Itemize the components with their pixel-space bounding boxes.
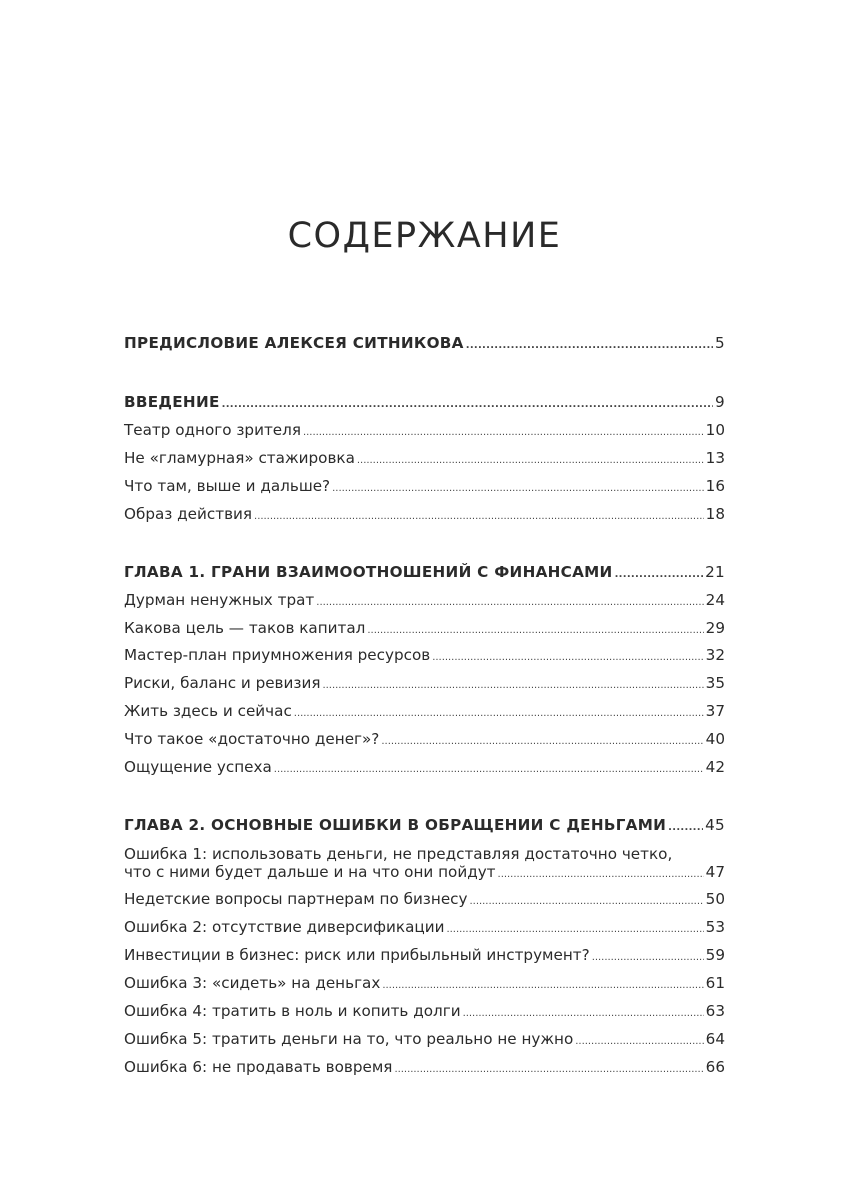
toc-entry-page: 21 xyxy=(705,563,725,581)
toc-entry-page: 64 xyxy=(705,1030,725,1048)
toc-entry-page: 18 xyxy=(705,505,725,523)
dot-leader xyxy=(222,393,713,414)
toc-entry-page: 40 xyxy=(705,730,725,748)
toc-entry-two-line[interactable] xyxy=(124,845,725,884)
toc-entry-page: 50 xyxy=(705,890,725,908)
toc-entry[interactable] xyxy=(124,505,725,526)
toc-entry-title: ПРЕДИСЛОВИЕ АЛЕКСЕЯ СИТНИКОВА xyxy=(124,334,464,352)
toc-entry[interactable] xyxy=(124,646,725,667)
dot-leader xyxy=(432,646,703,667)
toc-entry-page: 66 xyxy=(705,1058,725,1076)
dot-leader xyxy=(381,730,703,751)
toc-entry-page: 35 xyxy=(705,674,725,692)
toc-entry-page: 45 xyxy=(705,816,725,834)
toc-entry-title: Мастер-план приумножения ресурсов xyxy=(124,646,431,664)
toc-entry-title: Недетские вопросы партнерам по бизнесу xyxy=(124,890,468,908)
dot-leader xyxy=(394,1058,703,1079)
toc-entry-page: 61 xyxy=(705,974,725,992)
toc-entry-chapter-1[interactable] xyxy=(124,563,725,584)
toc-entry-title: Ошибка 4: тратить в ноль и копить долги xyxy=(124,1002,461,1020)
toc-entry-chapter-2[interactable] xyxy=(124,816,725,837)
toc-entry-title: Инвестиции в бизнес: риск или прибыльный инструмент? xyxy=(124,946,590,964)
dot-leader xyxy=(498,863,704,884)
toc-entry-title: ГЛАВА 1. ГРАНИ ВЗАИМООТНОШЕНИЙ С ФИНАНСАМИ xyxy=(124,563,613,581)
dot-leader xyxy=(615,563,703,584)
toc-entry-title: ВВЕДЕНИЕ xyxy=(124,393,220,411)
toc-entry-page: 32 xyxy=(705,646,725,664)
dot-leader xyxy=(470,890,704,911)
toc-entry-title: Ошибка 5: тратить деньги на то, что реально не нужно xyxy=(124,1030,574,1048)
dot-leader xyxy=(294,702,704,723)
toc-entry[interactable] xyxy=(124,918,725,939)
dot-leader xyxy=(466,334,713,355)
toc-entry-page: 16 xyxy=(705,477,725,495)
dot-leader xyxy=(357,449,704,470)
dot-leader xyxy=(382,974,703,995)
toc-entry-page: 5 xyxy=(715,334,725,352)
dot-leader xyxy=(322,674,703,695)
dot-leader xyxy=(254,505,704,526)
toc-entry[interactable] xyxy=(124,974,725,995)
toc-entry-title: Ошибка 2: отсутствие диверсификации xyxy=(124,918,445,936)
toc-entry[interactable] xyxy=(124,674,725,695)
toc-entry-preface[interactable] xyxy=(124,334,725,355)
toc-entry-title: Какова цель — таков капитал xyxy=(124,619,366,637)
toc-entry-title: Ошибка 3: «сидеть» на деньгах xyxy=(124,974,381,992)
toc-entry-title: Ощущение успеха xyxy=(124,758,272,776)
dot-leader xyxy=(668,816,703,837)
dot-leader xyxy=(592,946,704,967)
toc-entry-page: 47 xyxy=(705,863,725,881)
toc-entry[interactable] xyxy=(124,421,725,442)
toc-entry[interactable] xyxy=(124,1030,725,1051)
toc-entry-title: Что там, выше и дальше? xyxy=(124,477,331,495)
toc-entry-page: 37 xyxy=(705,702,725,720)
toc-entry-title: ГЛАВА 2. ОСНОВНЫЕ ОШИБКИ В ОБРАЩЕНИИ С ДЕНЬГАМИ xyxy=(124,816,667,834)
dot-leader xyxy=(575,1030,703,1051)
toc-entry[interactable] xyxy=(124,702,725,723)
toc-entry-page: 24 xyxy=(705,591,725,609)
dot-leader xyxy=(367,619,703,640)
dot-leader xyxy=(446,918,703,939)
toc-entry-page: 53 xyxy=(705,918,725,936)
toc-entry[interactable] xyxy=(124,890,725,911)
toc-entry-title: Риски, баланс и ревизия xyxy=(124,674,321,692)
dot-leader xyxy=(463,1002,704,1023)
toc-entry-page: 59 xyxy=(705,946,725,964)
toc-entry-title-line1: Ошибка 1: использовать деньги, не представляя достаточно четко, xyxy=(124,845,673,863)
toc-entry-title: Не «гламурная» стажировка xyxy=(124,449,355,467)
toc-entry-page: 42 xyxy=(705,758,725,776)
toc-entry[interactable] xyxy=(124,1058,725,1079)
toc-entry-title: Театр одного зрителя xyxy=(124,421,301,439)
toc-entry-page: 10 xyxy=(705,421,725,439)
toc-entry-title: Ошибка 6: не продавать вовремя xyxy=(124,1058,393,1076)
toc-entry-title-line2: что с ними будет дальше и на что они пойдут xyxy=(124,863,496,881)
toc-entry-title: Жить здесь и сейчас xyxy=(124,702,292,720)
toc-entry-title: Дурман ненужных трат xyxy=(124,591,315,609)
toc-entry[interactable] xyxy=(124,619,725,640)
dot-leader xyxy=(316,591,703,612)
toc-entry[interactable] xyxy=(124,477,725,498)
toc-entry-page: 9 xyxy=(715,393,725,411)
toc-entry-title: Что такое «достаточно денег»? xyxy=(124,730,380,748)
toc-entry[interactable] xyxy=(124,730,725,751)
toc-entry-page: 63 xyxy=(705,1002,725,1020)
toc-entry[interactable] xyxy=(124,591,725,612)
page-title: СОДЕРЖАНИЕ xyxy=(287,216,562,256)
toc-entry-page: 13 xyxy=(705,449,725,467)
toc-entry[interactable] xyxy=(124,758,725,779)
toc-entry-introduction[interactable] xyxy=(124,393,725,414)
dot-leader xyxy=(303,421,704,442)
dot-leader xyxy=(274,758,704,779)
dot-leader xyxy=(332,477,704,498)
toc-entry[interactable] xyxy=(124,1002,725,1023)
toc-entry-title: Образ действия xyxy=(124,505,253,523)
toc-entry-page: 29 xyxy=(705,619,725,637)
toc-entry[interactable] xyxy=(124,449,725,470)
toc-entry[interactable] xyxy=(124,946,725,967)
